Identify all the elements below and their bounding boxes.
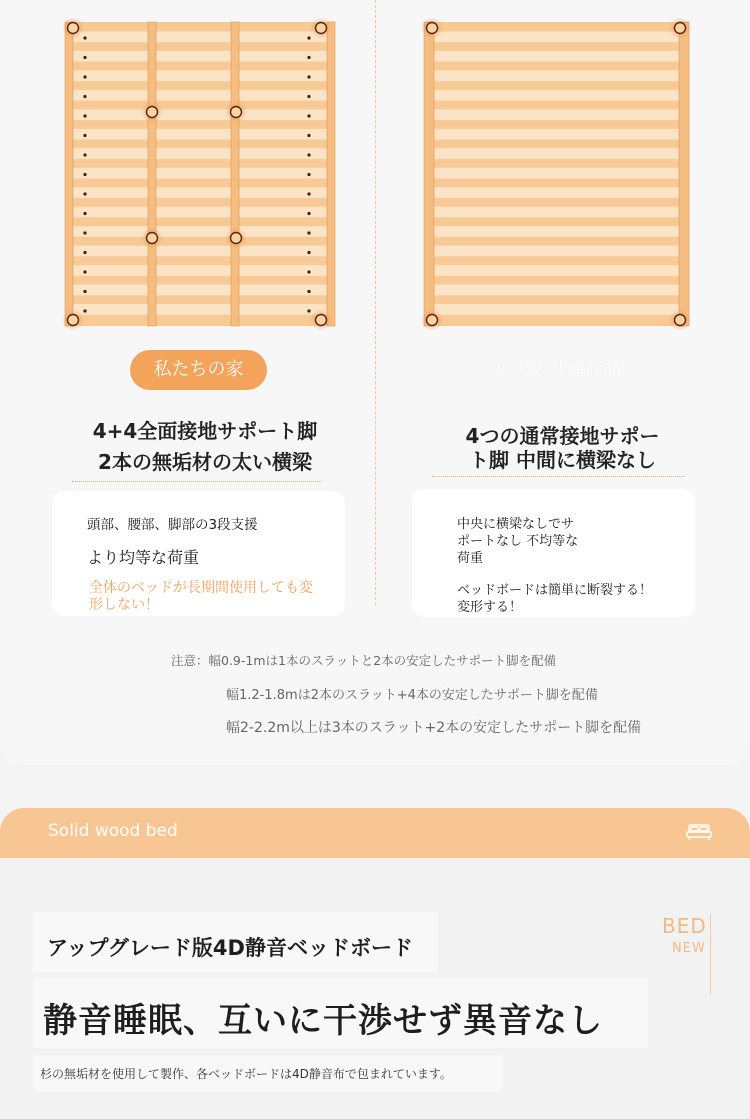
our-card-line1: 頭部、腰部、脚部の3段支援: [87, 517, 258, 533]
slat: [434, 265, 679, 276]
slat: [434, 304, 679, 315]
slat: [434, 187, 679, 198]
screw-dot: [307, 173, 310, 176]
slat: [434, 285, 679, 296]
market-heading-line1: 4つの通常接地サポー: [465, 424, 660, 448]
market-card-line1: 中央に横梁なしでサ: [457, 517, 575, 532]
slat: [73, 129, 327, 140]
accent-vertical-line: [710, 915, 711, 995]
screw-dot: [83, 95, 86, 98]
slat: [73, 187, 327, 198]
market-product-badge: 市場の共通商品: [495, 359, 621, 380]
bed-watermark: BED: [662, 914, 707, 938]
screw-dot: [83, 212, 86, 215]
slat: [434, 226, 679, 237]
market-heading-underline: [432, 476, 684, 477]
screw-dot: [307, 251, 310, 254]
screw-dot: [307, 36, 310, 39]
our-card-line2: より均等な荷重: [87, 548, 200, 567]
screw-dot: [307, 212, 310, 215]
screw-dot: [307, 309, 310, 312]
slat: [73, 70, 327, 81]
our-heading-line2: 2本の無垢材の太い横梁: [98, 450, 312, 474]
slat: [73, 265, 327, 276]
slat: [73, 168, 327, 179]
solid-wood-banner: [0, 808, 750, 858]
screw-dot: [307, 95, 310, 98]
our-heading-underline: [72, 481, 322, 482]
slat: [73, 246, 327, 257]
slat: [434, 246, 679, 257]
slat: [434, 109, 679, 120]
screw-dot: [307, 56, 310, 59]
screw-dot: [83, 134, 86, 137]
slat: [434, 90, 679, 101]
slat: [73, 109, 327, 120]
screw-dot: [83, 114, 86, 117]
screw-dot: [307, 75, 310, 78]
note-line1: 注意：幅0.9-1mは1本のスラットと2本の安定したサポート脚を配備: [171, 653, 557, 668]
market-heading-line2: ト脚 中間に横梁なし: [469, 448, 656, 472]
slat: [73, 285, 327, 296]
bed-icon: [686, 823, 712, 845]
note-line3: 幅2-2.2m以上は3本のスラット+2本の安定したサポート脚を配備: [226, 720, 642, 736]
screw-dot: [307, 153, 310, 156]
screw-dot: [83, 36, 86, 39]
slat: [73, 207, 327, 218]
our-home-badge: 私たちの家: [130, 350, 267, 390]
screw-dot: [83, 56, 86, 59]
our-heading-line1: 4+4全面接地サポート脚: [92, 419, 318, 443]
our-feature-card: [52, 491, 345, 616]
screw-dot: [307, 192, 310, 195]
screw-dot: [83, 231, 86, 234]
screw-dot: [83, 75, 86, 78]
screw-dot: [83, 173, 86, 176]
slat: [73, 148, 327, 159]
slat: [434, 148, 679, 159]
market-feature-card: [412, 489, 695, 617]
our-card-line3: 全体のベッドが長期間使用しても変: [89, 580, 313, 596]
screw-dot: [83, 251, 86, 254]
market-bed-frame-diagram: [414, 14, 704, 336]
new-watermark: NEW: [672, 941, 706, 956]
slat: [73, 226, 327, 237]
slat: [434, 129, 679, 140]
market-card-line5: 変形する！: [457, 600, 523, 615]
market-card-line2: ポートなし 不均等な: [457, 534, 579, 549]
slat: [73, 304, 327, 315]
slat: [434, 70, 679, 81]
screw-dot: [83, 192, 86, 195]
center-divider: [375, 0, 376, 605]
screw-dot: [307, 270, 310, 273]
screw-dot: [307, 134, 310, 137]
screw-dot: [83, 290, 86, 293]
description-text: 杉の無垢材を使用して製作、各ベッドボードは4D静音布で包まれています。: [40, 1067, 452, 1081]
slat: [73, 51, 327, 62]
market-heading: [430, 424, 695, 472]
screw-dot: [83, 309, 86, 312]
upgrade-title: アップグレード版4D静音ベッドボード: [47, 936, 413, 960]
main-title: 静音睡眠、互いに干渉せず異音なし: [43, 1001, 603, 1041]
screw-dot: [83, 270, 86, 273]
market-card-line3: 荷重: [457, 551, 484, 566]
slat: [73, 90, 327, 101]
screw-dot: [307, 114, 310, 117]
screw-dot: [83, 153, 86, 156]
slat: [434, 32, 679, 43]
slat: [434, 51, 679, 62]
slat: [434, 207, 679, 218]
note-line2: 幅1.2-1.8mは2本のスラット+4本の安定したサポート脚を配備: [226, 688, 598, 703]
slat: [434, 168, 679, 179]
our-card-line4: 形しない！: [89, 597, 159, 613]
screw-dot: [307, 231, 310, 234]
our-heading: [60, 416, 350, 478]
banner-label: Solid wood bed: [48, 821, 178, 841]
our-bed-frame-diagram: [55, 14, 345, 336]
slat: [73, 32, 327, 43]
market-card-line4: ベッドボードは簡単に断裂する！: [457, 583, 653, 598]
screw-dot: [307, 290, 310, 293]
